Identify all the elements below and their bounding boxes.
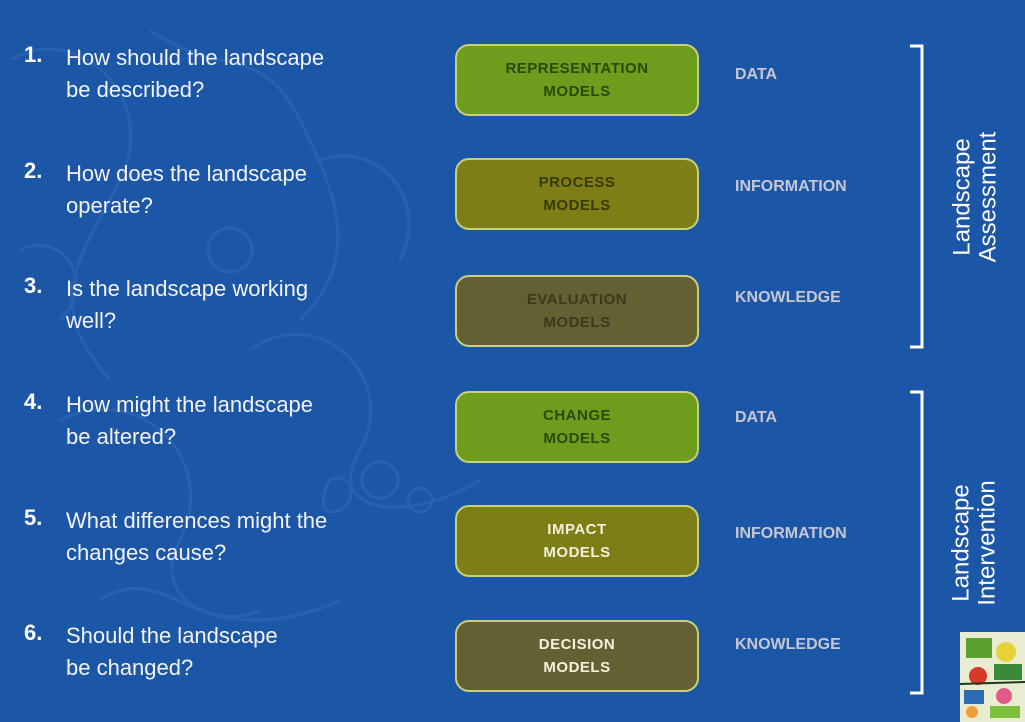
- model-label: REPRESENTATION MODELS: [505, 60, 649, 100]
- question-text: What differences might the changes cause?: [66, 508, 328, 565]
- category-label: DATA: [735, 66, 778, 83]
- row-2: [0, 158, 910, 258]
- model-box-change: [455, 391, 699, 463]
- model-box-decision: [455, 620, 699, 692]
- row-1: [0, 42, 910, 142]
- category-label: KNOWLEDGE: [735, 636, 841, 653]
- row-4: [0, 389, 910, 489]
- model-label: CHANGE MODELS: [542, 407, 611, 447]
- question-number: 6.: [24, 620, 43, 645]
- section-label-text: Landscape Assessment: [948, 131, 1001, 262]
- model-label: EVALUATION MODELS: [526, 291, 628, 331]
- question-text: How does the landscape operate?: [66, 161, 307, 218]
- model-label: DECISION MODELS: [538, 636, 616, 676]
- model-box-evaluation: [455, 275, 699, 347]
- question-number: 5.: [24, 505, 43, 530]
- category-label: DATA: [735, 409, 778, 426]
- category-label: INFORMATION: [735, 178, 847, 195]
- colorful-landscape-illustration-icon: [960, 632, 1025, 722]
- category-label: INFORMATION: [735, 525, 847, 542]
- question-text: Should the landscape be changed?: [66, 623, 278, 680]
- question-number: 3.: [24, 273, 43, 298]
- category-label: KNOWLEDGE: [735, 289, 841, 306]
- section-label-text: Landscape Intervention: [948, 479, 1002, 606]
- model-box-representation: [455, 44, 699, 116]
- model-box-impact: [455, 505, 699, 577]
- model-label: PROCESS MODELS: [538, 174, 616, 214]
- model-label: IMPACT MODELS: [543, 521, 611, 561]
- row-3: [0, 273, 910, 373]
- row-5: [0, 505, 910, 605]
- model-box-process: [455, 158, 699, 230]
- question-number: 1.: [24, 42, 43, 67]
- question-number: 2.: [24, 158, 43, 183]
- intervention-bracket: [908, 390, 928, 695]
- question-text: How should the landscape be described?: [66, 45, 325, 102]
- section-label-assessment: [945, 44, 1005, 349]
- question-number: 4.: [24, 389, 43, 414]
- question-text: How might the landscape be altered?: [66, 392, 314, 449]
- row-6: [0, 620, 910, 720]
- assessment-bracket: [908, 44, 928, 349]
- question-text: Is the landscape working well?: [66, 276, 309, 333]
